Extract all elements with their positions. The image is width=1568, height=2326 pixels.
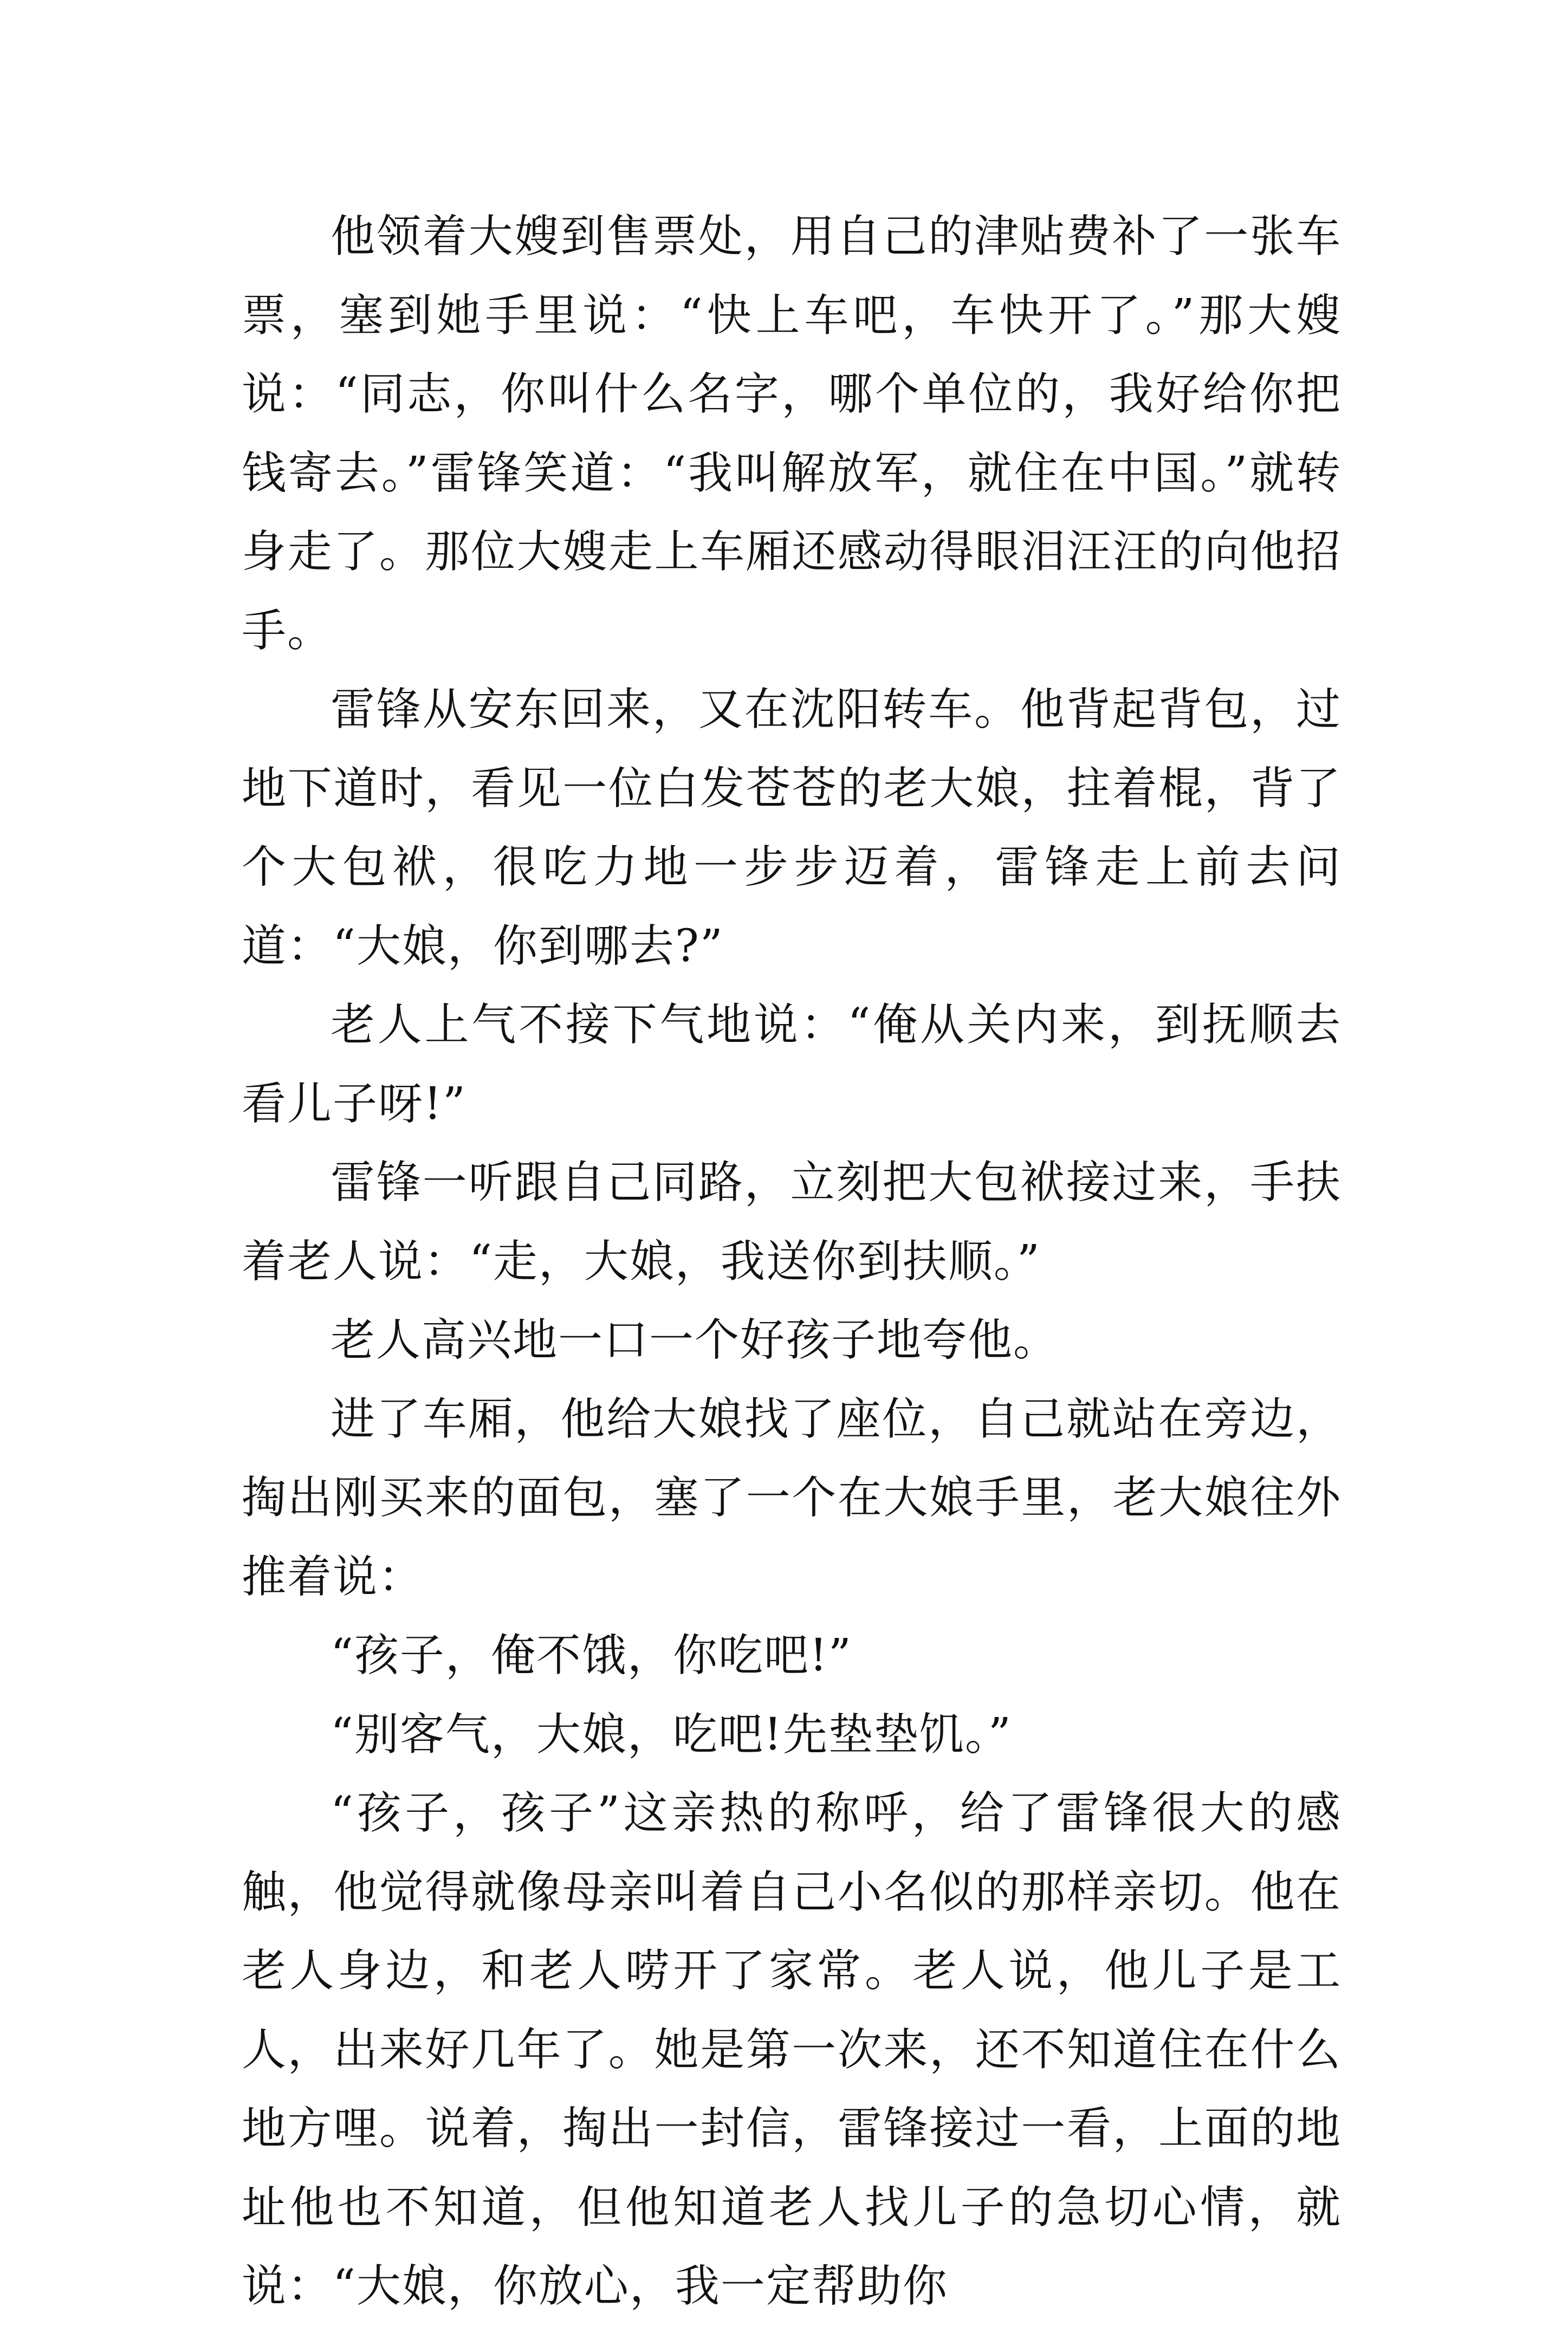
paragraph-1: 他领着大嫂到售票处，用自己的津贴费补了一张车票，塞到她手里说：“快上车吧，车快开了。”那大嫂说：“同志，你叫什么名字，哪个单位的，我好给你把钱寄去。”雷锋笑道：“我叫解放军，就住在中国。”就转身走了。那位大嫂走上车厢还感动得眼泪汪汪的向他招手。	[242, 211, 1342, 657]
paragraph-9: “孩子，孩子”这亲热的称呼，给了雷锋很大的感触，他觉得就像母亲叫着自己小名似的那样亲切。他在老人身边，和老人唠开了家常。老人说，他儿子是工人，出来好几年了。她是第一次来，还不知道住在什么地方哩。说着，掏出一封信，雷锋接过一看，上面的地址他也不知道，但他知道老人找儿子的急切心情，就说：“大娘，你放心，我一定帮助你	[242, 1787, 1342, 2312]
paragraph-2: 雷锋从安东回来，又在沈阳转车。他背起背包，过地下道时，看见一位白发苍苍的老大娘，拄着棍，背了个大包袱，很吃力地一步步迈着，雷锋走上前去问道：“大娘，你到哪去?”	[242, 684, 1342, 972]
paragraph-4: 雷锋一听跟自己同路，立刻把大包袱接过来，手扶着老人说：“走，大娘，我送你到扶顺。”	[242, 1157, 1342, 1287]
paragraph-8: “别客气，大娘，吃吧!先垫垫饥。”	[331, 1708, 1012, 1760]
paragraph-7: “孩子，俺不饿，你吃吧!”	[331, 1630, 852, 1681]
paragraph-6: 进了车厢，他给大娘找了座位，自己就站在旁边，掏出刚买来的面包，塞了一个在大娘手里，老大娘往外推着说：	[242, 1393, 1342, 1603]
paragraph-3: 老人上气不接下气地说：“俺从关内来，到抚顺去看儿子呀!”	[242, 999, 1342, 1130]
body-text	[242, 197, 1342, 2326]
paragraph-5: 老人高兴地一口一个好孩子地夸他。	[331, 1314, 1059, 1366]
